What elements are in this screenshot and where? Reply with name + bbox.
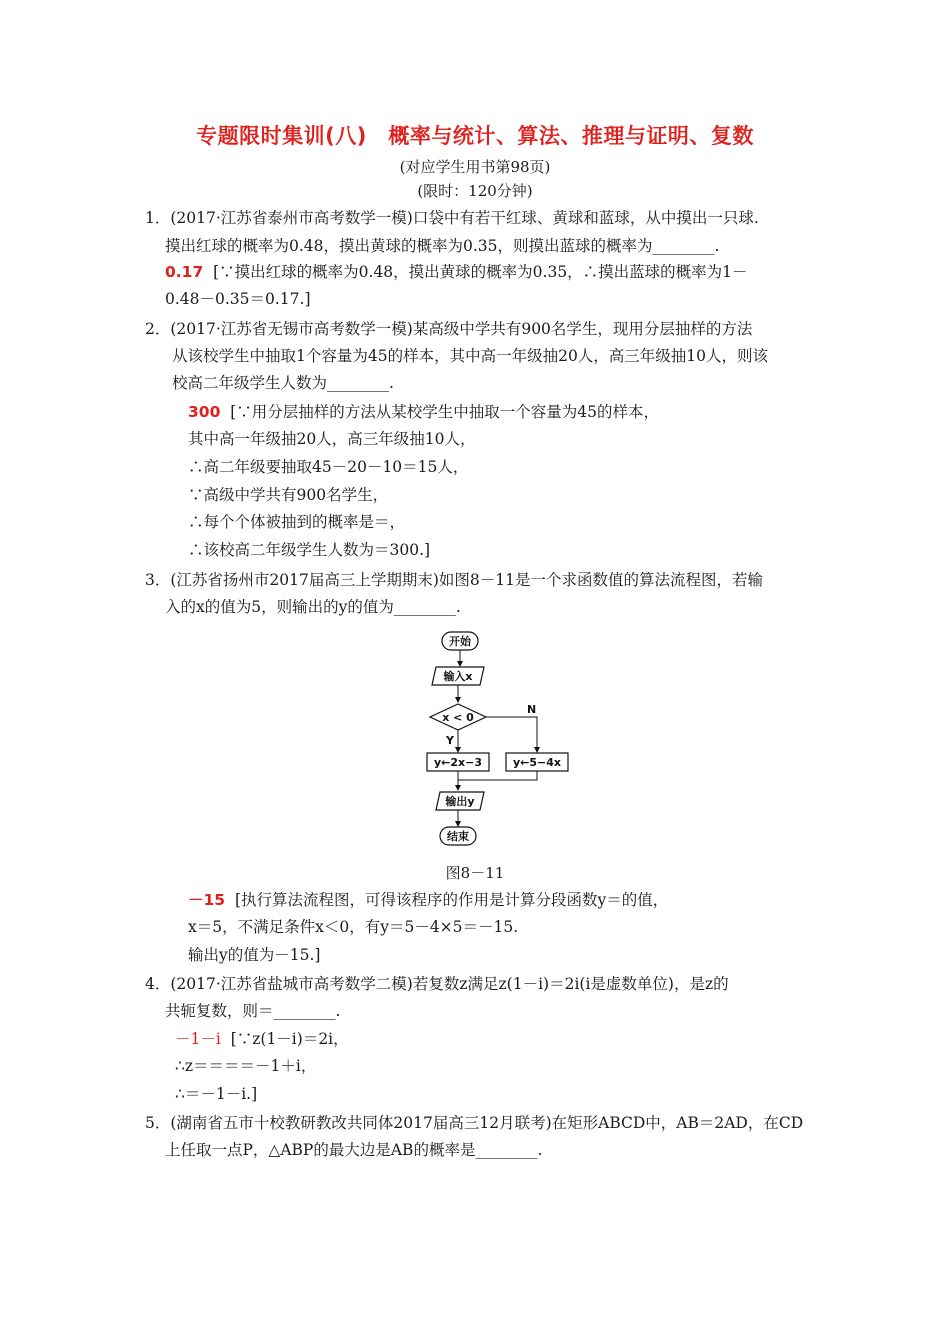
page-title: 专题限时集训(八) 概率与统计、算法、推理与证明、复数 (196, 124, 754, 148)
q3-solution-line2: x＝5，不满足条件x＜0，有y＝5－4×5＝－15. (188, 918, 519, 936)
q2-solution-line4: ∵高级中学共有900名学生， (188, 486, 389, 504)
output-label: 输出y (445, 795, 475, 808)
q3-solution-line1 (188, 890, 668, 910)
yes-label: Y (446, 734, 454, 747)
q4-solution-line3: ∴＝－1－i.] (175, 1085, 258, 1103)
q2-answer: 300 (188, 403, 221, 421)
q4-line1: 4．(2017·江苏省盐城市高考数学二模)若复数z满足z(1－i)＝2i(i是虚数单位)，是z的 (145, 975, 729, 993)
q3-solution-line3: 输出y的值为－15.] (188, 946, 321, 964)
q4-solution-text: [∵z(1－i)＝2i， (230, 1030, 349, 1048)
q1-solution-line1 (165, 262, 748, 282)
q1-solution-line2: 0.48－0.35＝0.17.] (165, 290, 311, 308)
reference-line: (对应学生用书第98页) (399, 158, 551, 176)
q1-solution-text: [∵摸出红球的概率为0.48，摸出黄球的概率为0.35，∴摸出蓝球的概率为1－ (213, 263, 748, 281)
input-label: 输入x (443, 670, 473, 683)
q5-line2: 上任取一点P，△ABP的最大边是AB的概率是________. (165, 1141, 543, 1159)
q2-solution-line6: ∴该校高二年级学生人数为＝300.] (188, 541, 431, 559)
left-process-label: y←2x−3 (433, 756, 483, 769)
end-label: 结束 (447, 830, 469, 843)
q3-line1: 3．(江苏省扬州市2017届高三上学期期末)如图8－11是一个求函数值的算法流程图，若输 (145, 571, 763, 589)
figure-caption: 图8－11 (445, 864, 505, 882)
q1-answer: 0.17 (165, 263, 204, 281)
q2-line3: 校高二年级学生人数为________. (172, 374, 394, 392)
q2-line1: 2．(2017·江苏省无锡市高考数学一模)某高级中学共有900名学生，现用分层抽样的方法 (145, 320, 753, 338)
no-label: N (527, 703, 537, 716)
q2-line2: 从该校学生中抽取1个容量为45的样本，其中高一年级抽20人，高三年级抽10人，则该 (172, 347, 769, 365)
q1-line1: 1．(2017·江苏省泰州市高考数学一模)口袋中有若干红球、黄球和蓝球，从中摸出一只球. (145, 209, 759, 227)
q4-line2: 共轭复数，则＝________. (165, 1002, 341, 1020)
start-label: 开始 (449, 635, 471, 648)
q4-solution-line1 (175, 1029, 349, 1049)
q1-line2: 摸出红球的概率为0.48，摸出黄球的概率为0.35，则摸出蓝球的概率为________. (165, 237, 720, 255)
q2-solution-line3: ∴高二年级要抽取45－20－10＝15人， (188, 458, 469, 476)
q3-answer: －15 (188, 891, 226, 909)
q3-solution-text: [执行算法流程图，可得该程序的作用是计算分段函数y＝的值， (234, 891, 669, 909)
algorithm-flowchart (410, 628, 580, 858)
q2-solution-line2: 其中高一年级抽20人，高三年级抽10人， (188, 430, 476, 448)
q2-solution-line1 (188, 402, 659, 422)
decision-label: x < 0 (442, 711, 474, 724)
q5-line1: 5．(湖南省五市十校教研教改共同体2017届高三12月联考)在矩形ABCD中，AB＝2AD，在CD (145, 1114, 804, 1132)
q2-solution-text: [∵用分层抽样的方法从某校学生中抽取一个容量为45的样本， (230, 403, 659, 421)
time-limit: (限时：120分钟) (417, 182, 533, 200)
q3-line2: 入的x的值为5，则输出的y的值为________. (165, 598, 461, 616)
q4-answer: －1－i (175, 1030, 221, 1048)
right-process-label: y←5−4x (512, 756, 562, 769)
q2-solution-line5: ∴每个个体被抽到的概率是＝， (188, 513, 406, 531)
q4-solution-line2: ∴z＝＝＝＝－1＋i， (175, 1057, 317, 1075)
